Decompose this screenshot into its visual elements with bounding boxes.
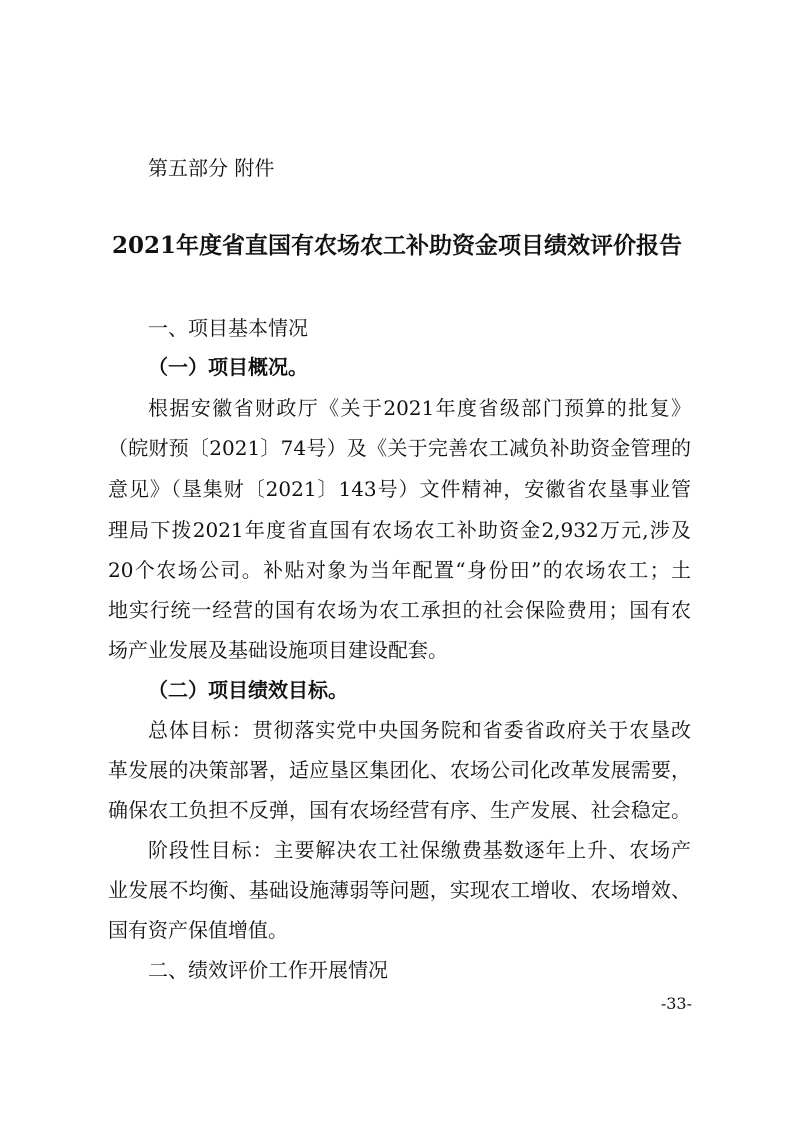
section-2-heading: 二、绩效评价工作开展情况 <box>148 958 388 982</box>
paragraph-line: 场产业发展及基础设施项目建设配套。 <box>108 638 448 662</box>
paragraph-line: 理局下拨2021年度省直国有农场农工补助资金2,932万元,涉及 <box>108 518 691 542</box>
paragraph-line: 意见》（垦集财〔2021〕143号）文件精神，安徽省农垦事业管 <box>108 477 691 501</box>
section-1-heading: 一、项目基本情况 <box>148 316 308 340</box>
part-label: 第五部分 附件 <box>148 156 275 180</box>
paragraph-line: 国有资产保值增值。 <box>108 918 288 942</box>
subsection-2-heading: （二）项目绩效目标。 <box>148 678 348 702</box>
paragraph-line: 20个农场公司。补贴对象为当年配置“身份田”的农场农工；土 <box>108 558 691 582</box>
paragraph-line: 革发展的决策部署，适应垦区集团化、农场公司化改革发展需要， <box>108 758 691 782</box>
paragraph-line: 业发展不均衡、基础设施薄弱等问题，实现农工增收、农场增效、 <box>108 878 691 902</box>
paragraph-line: （皖财预〔2021〕74号）及《关于完善农工减负补助资金管理的 <box>108 436 691 460</box>
document-title: 2021年度省直国有农场农工补助资金项目绩效评价报告 <box>111 232 682 259</box>
paragraph-line: 根据安徽省财政厅《关于2021年度省级部门预算的批复》 <box>148 396 691 420</box>
paragraph-line: 总体目标：贯彻落实党中央国务院和省委省政府关于农垦改 <box>148 718 691 742</box>
subsection-1-heading: （一）项目概况。 <box>148 355 308 379</box>
paragraph-line: 阶段性目标：主要解决农工社保缴费基数逐年上升、农场产 <box>148 838 691 862</box>
paragraph-line: 确保农工负担不反弹，国有农场经营有序、生产发展、社会稳定。 <box>108 798 691 822</box>
paragraph-line: 地实行统一经营的国有农场为农工承担的社会保险费用；国有农 <box>108 598 691 622</box>
page-number: -33- <box>660 994 692 1013</box>
